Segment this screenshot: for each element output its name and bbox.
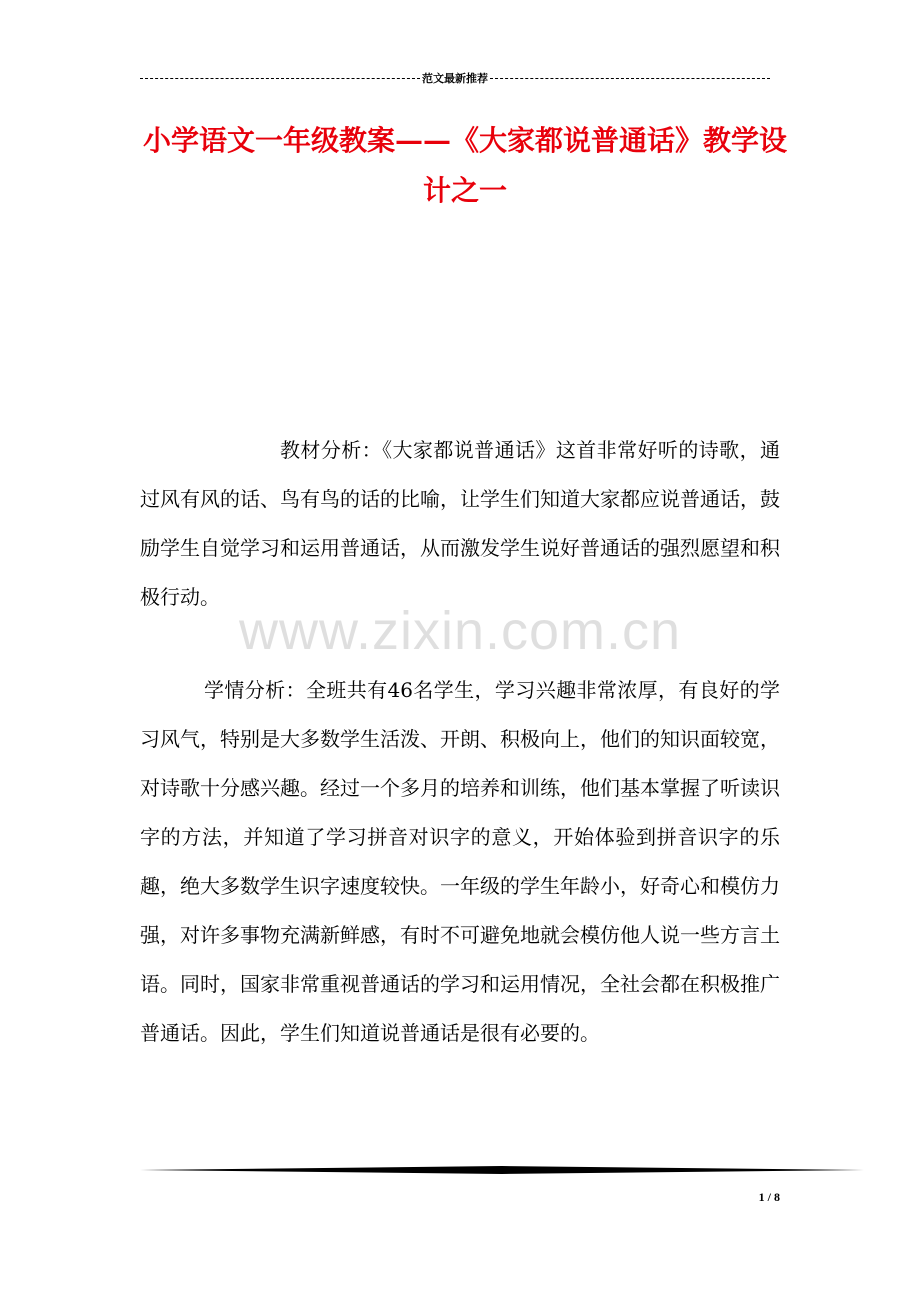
paragraph-student-analysis: 学情分析：全班共有46名学生，学习兴趣非常浓厚，有良好的学习风气，特别是大多数学生活泼、开朗、积极向上，他们的知识面较宽，对诗歌十分感兴趣。经过一个多月的培养和训练，他们基本掌握了听读识字的方法，并知道了学习拼音对识字的意义，开始体验到拼音识字的乐趣，绝大多数学生识字速度较快。一年级的学生年龄小，好奇心和模仿力强，对许多事物充满新鲜感，有时不可避免地就会模仿他人说一些方言土语。同时，国家非常重视普通话的学习和运用情况，全社会都在积极推广普通话。因此，学生们知道说普通话是很有必要的。: [140, 678, 780, 1045]
footer-rule: [140, 1164, 864, 1176]
header-dash-left: [140, 78, 420, 79]
header-banner: [140, 70, 770, 86]
watermark: www.zixin.com.cn: [238, 601, 682, 661]
header-label: 范文最新推荐: [422, 73, 488, 85]
header-dash-right: [490, 78, 770, 79]
paragraph-textbook-analysis: 教材分析：《大家都说普通话》这首非常好听的诗歌，通过风有风的话、鸟有鸟的话的比喻，让学生们知道大家都应说普通话，鼓励学生自觉学习和运用普通话，从而激发学生说好普通话的强烈愿望和积极行动。: [140, 438, 780, 609]
page-number: 1 / 8: [758, 1190, 780, 1204]
document-title: 小学语文一年级教案——《大家都说普通话》教学设计之一: [142, 124, 787, 207]
